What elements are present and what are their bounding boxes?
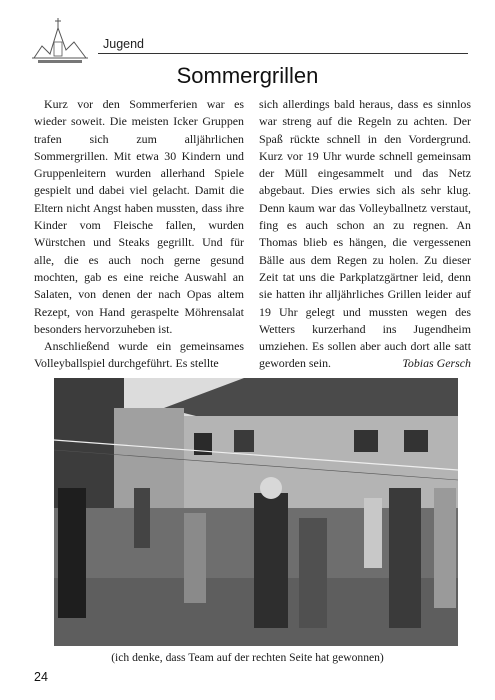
- paragraph: Kurz vor den Sommerferien war es wieder soweit. Die meisten Icker Gruppen trafen sich zum alljährlichen Sommergrillen. Mit etwa 30 Kindern und Gruppenleitern wurden allerhand Spiele gespielt und dabei viel gelacht. Damit die Eltern nicht Angst haben mussten, dass ihre Kinder vom Fleische fallen, wurden Würstchen und Steaks gegrillt. Und für alle, die es auch noch gerne gesund mochten, gab es eine reiche Auswahl an Salaten, von denen der nach Opas altem Rezept, von Hand geraspelte Möhrensalat besonders hervorzuheben ist.: [34, 97, 244, 336]
- church-logo-icon: [28, 14, 92, 64]
- photo-caption: (ich denke, dass Team auf der rechten Seite hat gewonnen): [111, 651, 384, 664]
- paragraph: Anschließend wurde ein gemeinsames Volleyballspiel durchgeführt. Es stellte: [34, 339, 244, 371]
- header-rule: [98, 53, 468, 54]
- paragraph: [259, 96, 471, 373]
- article-column-right: [259, 96, 471, 373]
- article-title: Sommergrillen: [176, 63, 319, 88]
- page-number: 24: [34, 670, 48, 684]
- author-signature: Tobias Gersch: [402, 356, 471, 371]
- section-label: Jugend: [103, 37, 145, 51]
- paragraph-text: sich allerdings bald heraus, dass es sinnlos war streng auf die Regeln zu achten. Der Spaß rückte schnell in den Vordergrund. Kurz vor 19 Uhr wurde schnell gemeinsam der Müll eingesammelt und das Netz abgebaut. Dies erwies sich als sehr klug. Denn kaum war das Volleyballnetz verstaut, fing es auch schon an zu regnen. An Thomas blieb es hängen, die vergessenen Bälle aus dem Regen zu holen. Zu dieser Zeit tat uns die Parkplatzgärtner leid, denn sie hatten ihr alljährliches Grillen leider auf 19 Uhr gelegt und mussten wegen des Wetters kurzerhand ins Jugendheim umziehen. Es sollen aber auch dort alle satt geworden sein.: [259, 97, 471, 371]
- photo-volleyball-game: [54, 378, 458, 646]
- article-column-left: [34, 96, 244, 373]
